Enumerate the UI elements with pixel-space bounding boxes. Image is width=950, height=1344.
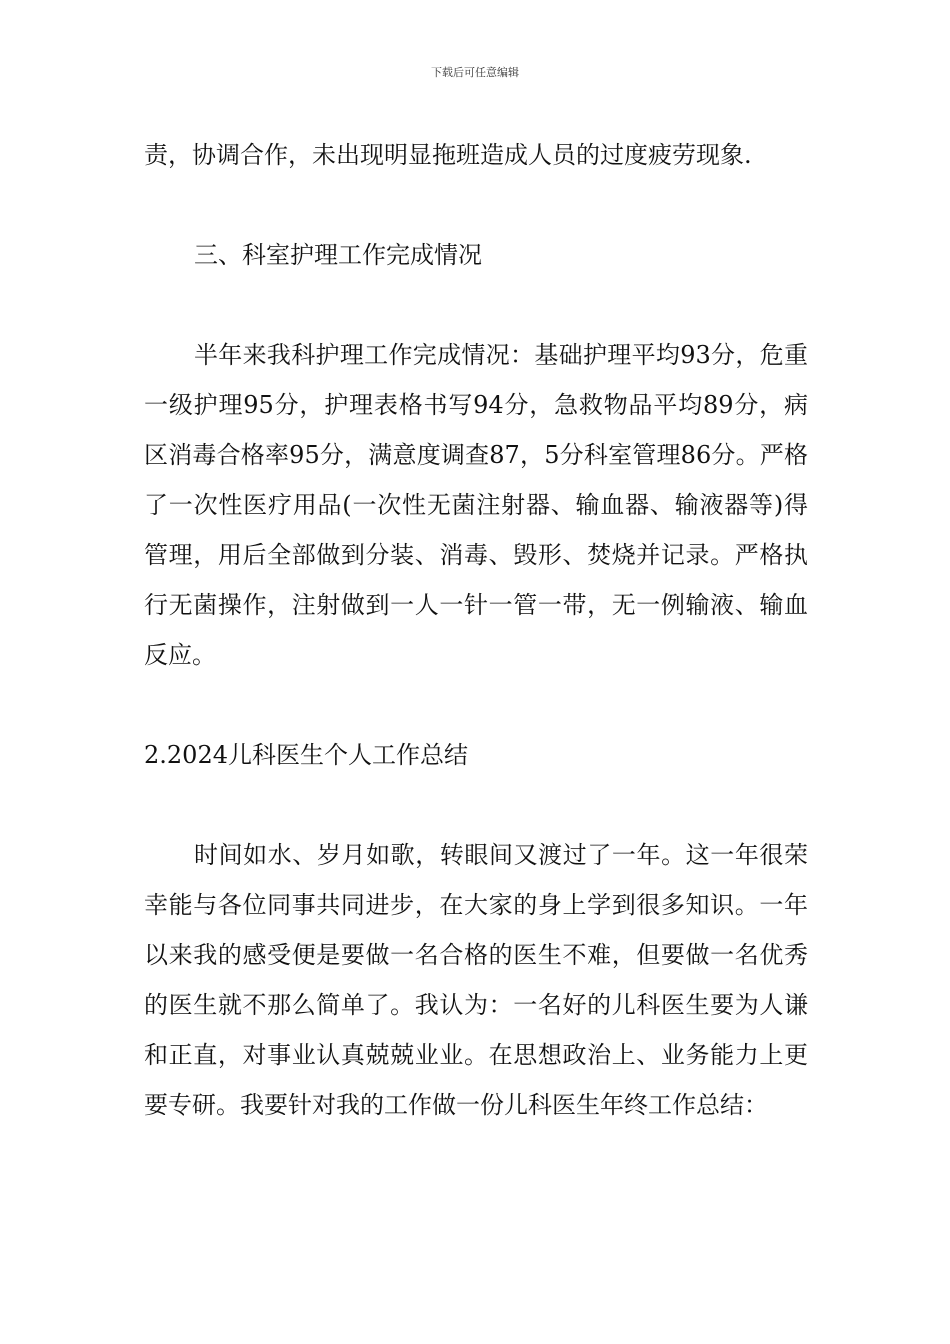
section-paragraph: 半年来我科护理工作完成情况：基础护理平均93分，危重一级护理95分，护理表格书写94分，急救物品平均89分，病区消毒合格率95分，满意度调查87，5分科室管理86分。严格了一次性医疗用品(一次性无菌注射器、输血器、输液器等)得管理，用后全部做到分装、消毒、毁形、焚烧并记录。严格执行无菌操作，注射做到一人一针一管一带，无一例输液、输血反应。 (144, 341, 808, 669)
section-heading: 三、科室护理工作完成情况 (194, 241, 482, 269)
page-header-note: 下载后可任意编辑 (431, 66, 519, 79)
article-paragraph: 时间如水、岁月如歌，转眼间又渡过了一年。这一年很荣幸能与各位同事共同进步，在大家的身上学到很多知识。一年以来我的感受便是要做一名合格的医生不难，但要做一名优秀的医生就不那么简单了。我认为：一名好的儿科医生要为人谦和正直，对事业认真兢兢业业。在思想政治上、业务能力上更要专研。我要针对我的工作做一份儿科医生年终工作总结： (144, 841, 808, 1119)
document-body (144, 130, 808, 1130)
article-title: 2.2024儿科医生个人工作总结 (144, 741, 468, 769)
continuation-paragraph: 责，协调合作，未出现明显拖班造成人员的过度疲劳现象. (144, 141, 752, 169)
